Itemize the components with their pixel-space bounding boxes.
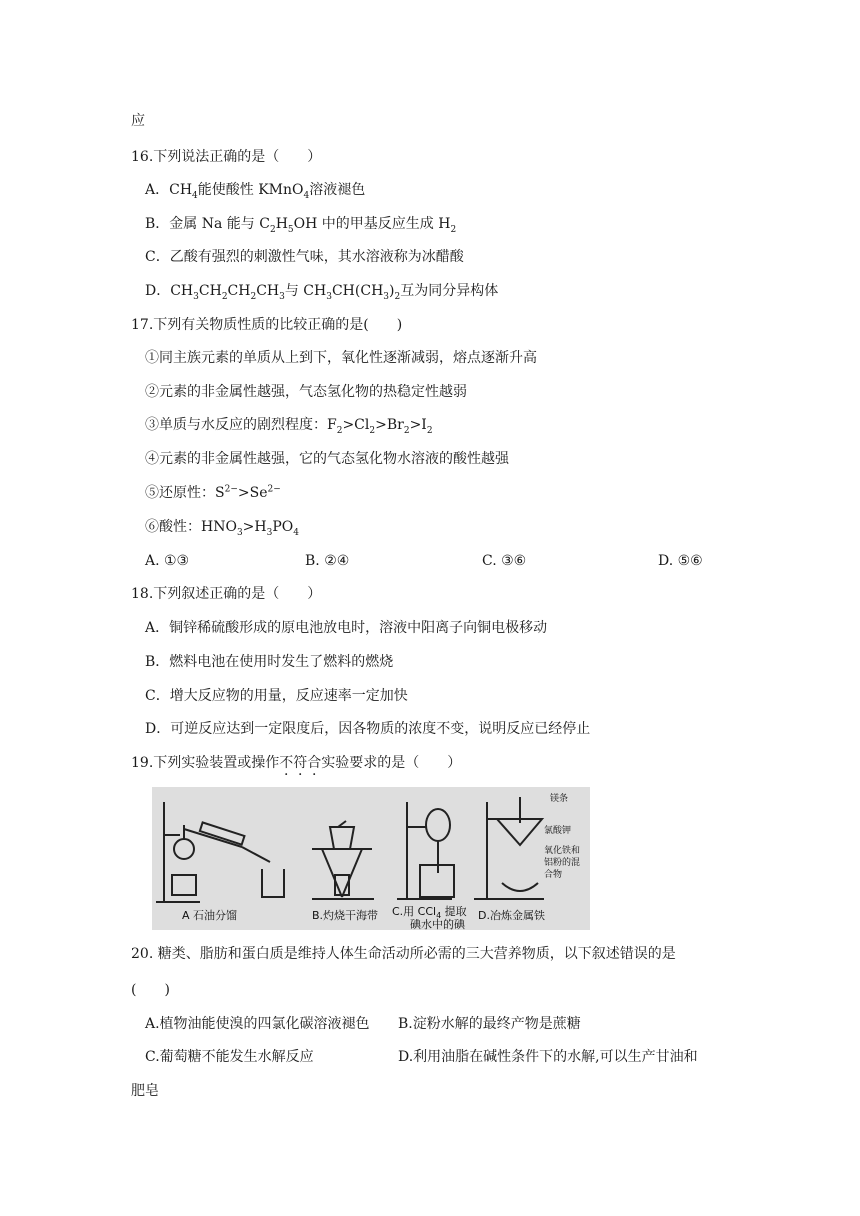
q17-option-b: B. ②④	[305, 553, 350, 569]
q17-stem: 17.下列有关物质性质的比较正确的是( )	[131, 317, 403, 333]
q20-option-a: A.植物油能使溴的四氯化碳溶液褪色	[145, 1016, 370, 1032]
q16-option-d: D．$CH_3CH_2CH_2CH_3$与 $CH_3CH(CH_3)_2$互为同分异构体	[145, 283, 499, 302]
figure-annotation-mg: 镁条	[550, 794, 569, 804]
figure-label-c-line2: 碘水中的碘	[410, 918, 465, 930]
figure-label-b: B.灼烧干海带	[312, 909, 379, 922]
fragment-text: 应	[131, 113, 145, 129]
q17-option-c: C. ③⑥	[482, 553, 527, 569]
q20-option-d-continued: 肥皂	[131, 1083, 159, 1099]
q17-statement-1: ①同主族元素的单质从上到下，氧化性逐渐减弱，熔点逐渐升高	[145, 350, 537, 366]
q17-statement-2: ②元素的非金属性越强，气态氢化物的热稳定性越弱	[145, 384, 467, 400]
q17-option-d: D. ⑤⑥	[658, 553, 703, 569]
q18-option-c: C．增大反应物的用量，反应速率一定加快	[145, 688, 408, 704]
q18-option-a: A．铜锌稀硫酸形成的原电池放电时，溶液中阳离子向铜电极移动	[145, 620, 548, 636]
figure-annotation-kclo3: 氯酸钾	[544, 826, 572, 836]
q17-statement-4: ④元素的非金属性越强，它的气态氢化物水溶液的酸性越强	[145, 451, 509, 467]
q18-option-b: B．燃料电池在使用时发生了燃料的燃烧	[145, 654, 394, 670]
q20-option-c: C.葡萄糖不能发生水解反应	[145, 1049, 314, 1065]
q17-option-a: A. ①③	[145, 553, 190, 569]
q17-statement-5: ⑤还原性：$S^{2-}>Se^{2-}$	[145, 484, 281, 501]
figure-annotation-mix-3: 合物	[544, 870, 563, 880]
q18-stem: 18.下列叙述正确的是（ ）	[131, 586, 322, 602]
q17-statement-3: ③单质与水反应的剧烈程度：$F_2>Cl_2>Br_2>I_2$	[145, 417, 433, 436]
figure-label-c: C.用 CCl$_4$ 提取	[392, 905, 467, 920]
q16-option-b: B．金属 Na 能与 $C_2H_5OH$ 中的甲基反应生成 $H_2$	[145, 216, 457, 235]
q16-option-a: A．$CH_4$能使酸性 KMnO$_4$溶液褪色	[145, 182, 366, 201]
q16-stem: 16.下列说法正确的是（ ）	[131, 149, 322, 165]
q20-stem-line1: 20. 糖类、脂肪和蛋白质是维持人体生命活动所必需的三大营养物质，以下叙述错误的是	[131, 946, 676, 962]
q20-option-d: D.利用油脂在碱性条件下的水解,可以生产甘油和	[398, 1049, 698, 1065]
q16-option-c: C．乙酸有强烈的刺激性气味，其水溶液称为冰醋酸	[145, 249, 464, 265]
lab-apparatus-figure	[152, 787, 590, 930]
q20-stem-line2: ( )	[131, 982, 170, 998]
q19-stem: 19.下列实验装置或操作不符合实验要求的是（ ）	[131, 755, 462, 771]
figure-annotation-mix-1: 氧化铁和	[544, 846, 581, 856]
figure-label-d: D.冶炼金属铁	[478, 909, 545, 922]
figure-annotation-mix-2: 铝粉的混	[544, 858, 581, 868]
q17-statement-6: ⑥酸性：$HNO_3>H_3PO_4$	[145, 519, 299, 538]
q18-option-d: D．可逆反应达到一定限度后，因各物质的浓度不变，说明反应已经停止	[145, 721, 591, 737]
figure-label-a: A 石油分馏	[182, 909, 238, 922]
q20-option-b: B.淀粉水解的最终产物是蔗糖	[398, 1016, 581, 1032]
